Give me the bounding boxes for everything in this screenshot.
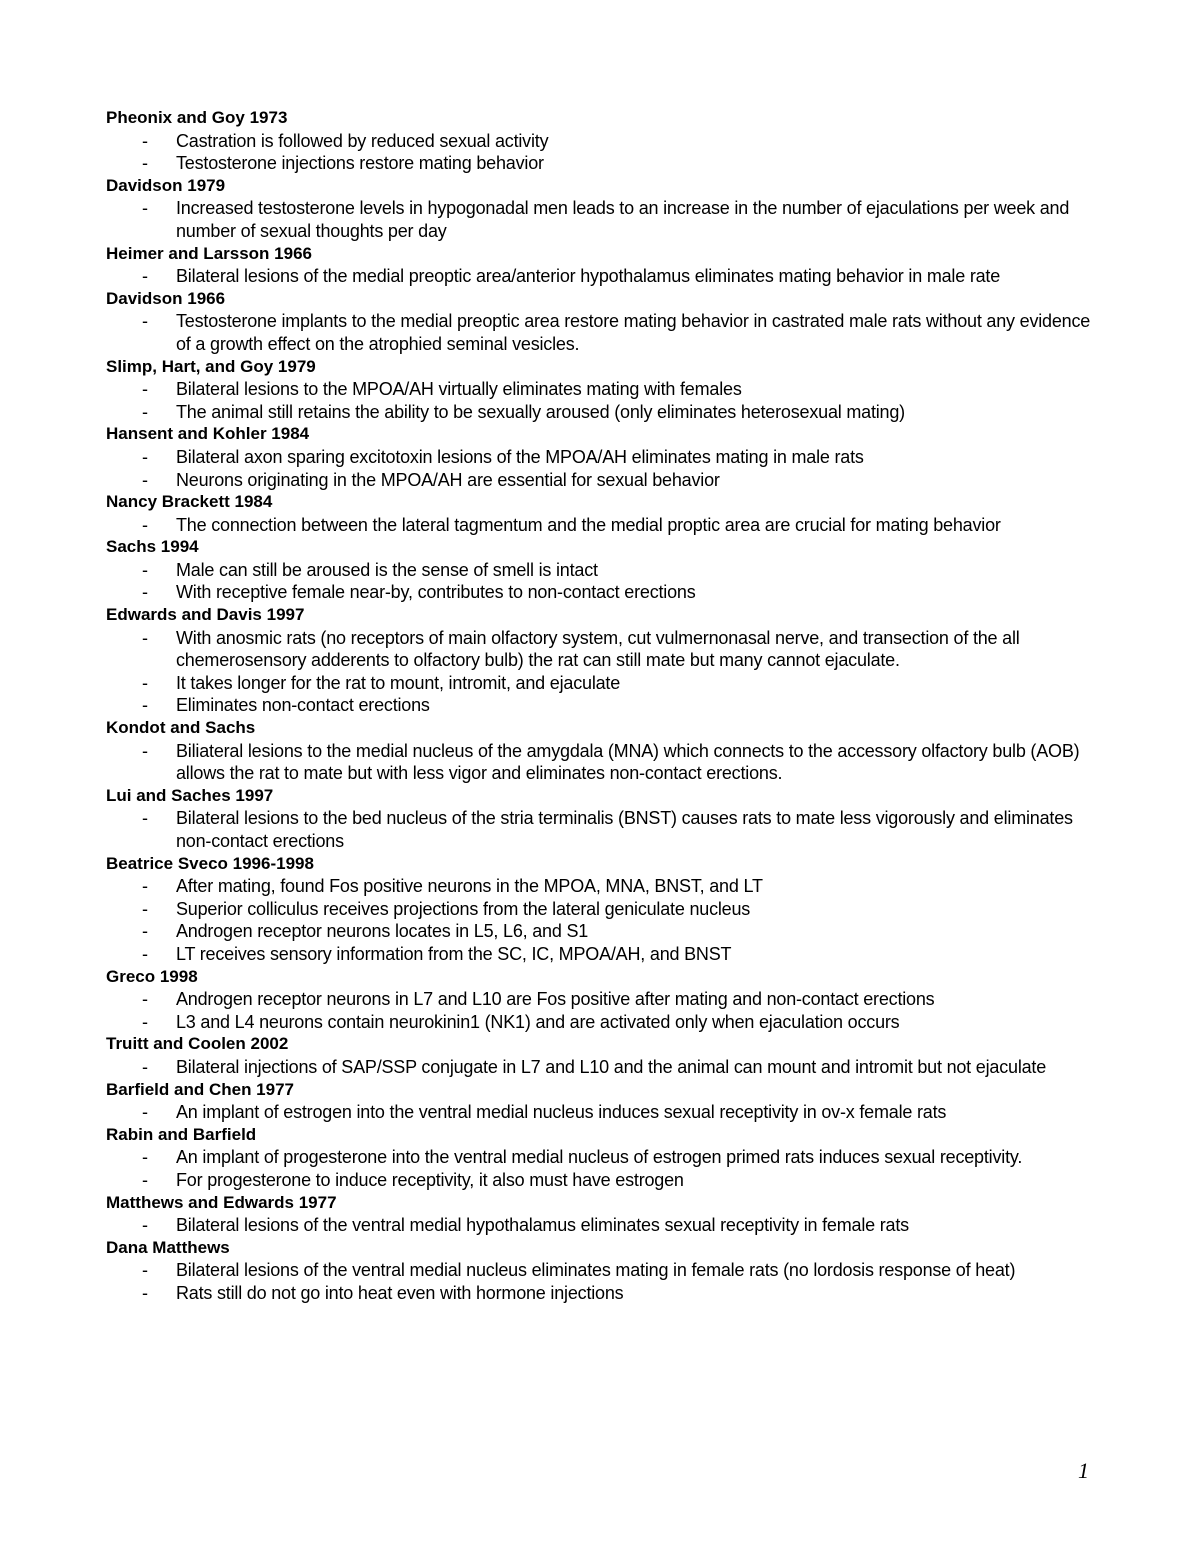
bullet-text: Biliateral lesions to the medial nucleus of the amygdala (MNA) which connects to the accessory olfactory bulb (AOB) allows the rat to mate but with less vigor and eliminates non-contact erections. [176,740,1080,784]
bullet-item [106,1214,1096,1237]
bullet-item [106,197,1096,242]
bullet-item [106,740,1096,785]
dash-marker: - [142,469,148,490]
bullet-item [106,469,1096,492]
entry-barfield-chen-1977 [106,1079,1096,1124]
bullet-item [106,265,1096,288]
bullet-text: It takes longer for the rat to mount, intromit, and ejaculate [176,672,621,693]
bullet-text: Bilateral lesions of the ventral medial nucleus eliminates mating in female rats (no lordosis response of heat) [176,1260,1016,1281]
entry-heading: Kondot and Sachs [106,718,256,738]
dash-marker: - [142,514,148,535]
entry-nancy-brackett-1984 [106,491,1096,536]
bullet-text: Bilateral lesions of the ventral medial hypothalamus eliminates sexual receptivity in female rats [176,1215,909,1236]
bullet-text: Bilateral injections of SAP/SSP conjugate in L7 and L10 and the animal can mount and intromit but not ejaculate [176,1056,1047,1077]
dash-marker: - [142,1011,148,1032]
entry-lui-saches-1997 [106,785,1096,853]
bullet-list [106,378,1096,423]
bullet-text: The animal still retains the ability to be sexually aroused (only eliminates heterosexual mating) [176,401,905,422]
bullet-list [106,1056,1096,1079]
entry-heading: Hansent and Kohler 1984 [106,424,310,444]
page-number: 1 [1078,1458,1089,1483]
bullet-text: Rats still do not go into heat even with hormone injections [176,1282,624,1303]
bullet-list [106,1146,1096,1191]
entry-heading: Matthews and Edwards 1977 [106,1192,337,1212]
bullet-text: L3 and L4 neurons contain neurokinin1 (NK1) and are activated only when ejaculation occurs [176,1011,900,1032]
entry-heimer-larsson-1966 [106,243,1096,288]
bullet-text: An implant of estrogen into the ventral medial nucleus induces sexual receptivity in ov-x female rats [176,1102,947,1123]
dash-marker: - [142,1147,148,1168]
bullet-item [106,898,1096,921]
dash-marker: - [142,153,148,174]
dash-marker: - [142,266,148,287]
dash-marker: - [142,1215,148,1236]
dash-marker: - [142,876,148,897]
dash-marker: - [142,1282,148,1303]
entry-heading: Greco 1998 [106,966,198,986]
dash-marker: - [142,808,148,829]
entry-dana-matthews [106,1237,1096,1305]
bullet-list [106,130,1096,175]
bullet-text: Bilateral axon sparing excitotoxin lesions of the MPOA/AH eliminates mating in male rats [176,446,864,467]
bullet-item [106,1011,1096,1034]
entry-heading: Davidson 1966 [106,288,226,308]
entry-greco-1998 [106,966,1096,1034]
bullet-text: LT receives sensory information from the SC, IC, MPOA/AH, and BNST [176,943,732,964]
entry-truitt-coolen-2002 [106,1033,1096,1078]
bullet-item [106,920,1096,943]
bullet-item [106,988,1096,1011]
bullet-item [106,378,1096,401]
dash-marker: - [142,1169,148,1190]
bullet-text: Bilateral lesions to the MPOA/AH virtually eliminates mating with females [176,379,742,400]
bullet-item [106,446,1096,469]
bullet-list [106,807,1096,852]
bullet-list [106,627,1096,717]
bullet-text: Neurons originating in the MPOA/AH are essential for sexual behavior [176,469,720,490]
entry-heading: Beatrice Sveco 1996-1998 [106,853,314,873]
bullet-text: Male can still be aroused is the sense of smell is intact [176,559,598,580]
bullet-text: Androgen receptor neurons locates in L5, L6, and S1 [176,921,589,942]
bullet-item [106,152,1096,175]
entry-heading: Barfield and Chen 1977 [106,1079,295,1099]
bullet-item [106,581,1096,604]
dash-marker: - [142,672,148,693]
bullet-item [106,627,1096,672]
entry-matthews-edwards-1977 [106,1192,1096,1237]
bullet-item [106,559,1096,582]
dash-marker: - [142,943,148,964]
dash-marker: - [142,559,148,580]
bullet-text: After mating, found Fos positive neurons in the MPOA, MNA, BNST, and LT [176,876,763,897]
dash-marker: - [142,921,148,942]
bullet-text: Bilateral lesions of the medial preoptic area/anterior hypothalamus eliminates mating behavior in male rate [176,266,1001,287]
bullet-text: Testosterone implants to the medial preoptic area restore mating behavior in castrated male rats without any evidence of a growth effect on the atrophied seminal vesicles. [176,311,1091,354]
dash-marker: - [142,130,148,151]
entry-heading: Sachs 1994 [106,537,199,557]
dash-marker: - [142,1260,148,1281]
entry-davidson-1966 [106,288,1096,356]
bullet-text: With receptive female near-by, contributes to non-contact erections [176,582,696,603]
bullet-list [106,1214,1096,1237]
bullet-item [106,943,1096,966]
bullet-list [106,1101,1096,1124]
bullet-text: Castration is followed by reduced sexual activity [176,130,549,151]
bullet-item [106,875,1096,898]
dash-marker: - [142,446,148,467]
dash-marker: - [142,627,148,648]
entry-hansent-kohler-1984 [106,423,1096,491]
entry-heading: Rabin and Barfield [106,1124,257,1144]
dash-marker: - [142,898,148,919]
entry-heading: Edwards and Davis 1997 [106,605,305,625]
bullet-item [106,310,1096,355]
entry-sachs-1994 [106,536,1096,604]
bullet-text: The connection between the lateral tagmentum and the medial proptic area are crucial for mating behavior [176,514,1001,535]
bullet-list [106,265,1096,288]
bullet-list [106,197,1096,242]
dash-marker: - [142,582,148,603]
entry-davidson-1979 [106,175,1096,243]
bullet-item [106,672,1096,695]
entry-slimp-hart-goy-1979 [106,356,1096,424]
entry-heading: Davidson 1979 [106,175,226,195]
bullet-list [106,1259,1096,1304]
bullet-text: Androgen receptor neurons in L7 and L10 are Fos positive after mating and non-contact erections [176,989,935,1010]
entry-pheonix-goy-1973 [106,107,1096,175]
dash-marker: - [142,379,148,400]
entry-heading: Dana Matthews [106,1237,230,1257]
document-body [106,107,1096,1304]
bullet-item [106,1169,1096,1192]
bullet-list [106,740,1096,785]
entry-rabin-barfield [106,1124,1096,1192]
dash-marker: - [142,1056,148,1077]
bullet-item [106,1146,1096,1169]
entry-heading: Nancy Brackett 1984 [106,492,273,512]
bullet-list [106,559,1096,604]
entry-heading: Lui and Saches 1997 [106,785,274,805]
bullet-item [106,130,1096,153]
dash-marker: - [142,989,148,1010]
bullet-text: An implant of progesterone into the ventral medial nucleus of estrogen primed rats induces sexual receptivity. [176,1147,1023,1168]
bullet-item [106,401,1096,424]
entry-kondot-sachs [106,717,1096,785]
bullet-list [106,310,1096,355]
bullet-item [106,807,1096,852]
bullet-text: Increased testosterone levels in hypogonadal men leads to an increase in the number of ejaculations per week and number of sexual thoughts per day [176,198,1070,241]
entry-heading: Truitt and Coolen 2002 [106,1034,289,1054]
bullet-list [106,875,1096,965]
bullet-item [106,514,1096,537]
bullet-text: Eliminates non-contact erections [176,695,430,716]
dash-marker: - [142,740,148,761]
entry-heading: Heimer and Larsson 1966 [106,243,312,263]
dash-marker: - [142,311,148,332]
dash-marker: - [142,401,148,422]
dash-marker: - [142,695,148,716]
bullet-text: With anosmic rats (no receptors of main olfactory system, cut vulmernonasal nerve, and transection of the all chemerosensory adderents to olfactory bulb) the rat can still mate but many cannot ejaculate. [176,627,1020,671]
bullet-text: Bilateral lesions to the bed nucleus of the stria terminalis (BNST) causes rats to mate less vigorously and eliminates non-contact erections [176,808,1073,851]
bullet-list [106,446,1096,491]
dash-marker: - [142,1102,148,1123]
bullet-text: Superior colliculus receives projections from the lateral geniculate nucleus [176,898,751,919]
bullet-list [106,988,1096,1033]
bullet-item [106,1259,1096,1282]
entry-edwards-davis-1997 [106,604,1096,717]
entry-beatrice-sveco-1996-1998 [106,853,1096,966]
bullet-item [106,694,1096,717]
entry-heading: Slimp, Hart, and Goy 1979 [106,356,316,376]
bullet-item [106,1282,1096,1305]
bullet-text: For progesterone to induce receptivity, it also must have estrogen [176,1169,684,1190]
dash-marker: - [142,198,148,219]
bullet-item [106,1101,1096,1124]
bullet-item [106,1056,1096,1079]
bullet-text: Testosterone injections restore mating behavior [176,153,544,174]
bullet-list [106,514,1096,537]
entry-heading: Pheonix and Goy 1973 [106,108,288,127]
